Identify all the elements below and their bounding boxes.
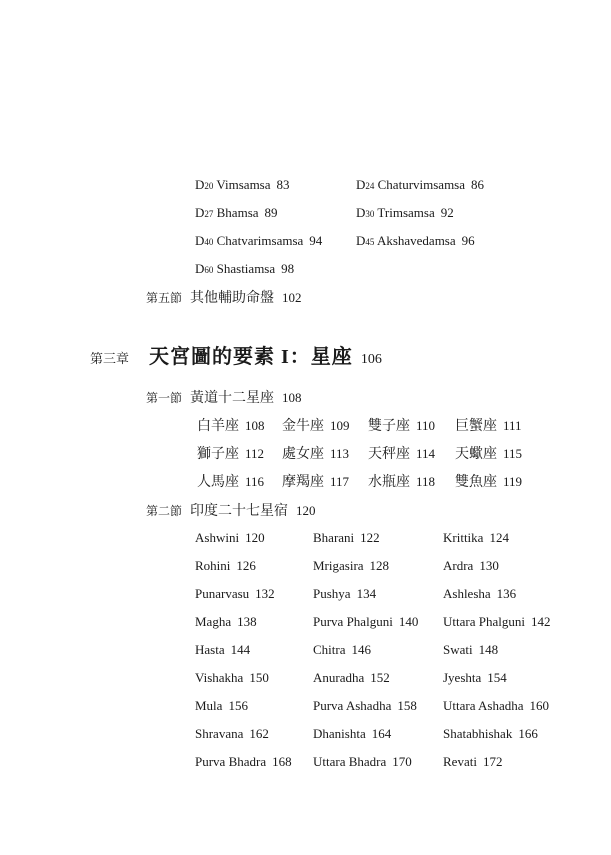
nakshatra-item[interactable] — [443, 531, 509, 544]
nakshatra-name: Dhanishta — [313, 726, 366, 741]
nakshatra-item[interactable] — [195, 727, 269, 740]
nakshatra-item[interactable] — [443, 727, 538, 740]
nakshatra-name: Rohini — [195, 558, 231, 573]
zodiac-page: 109 — [330, 418, 350, 433]
toc-section-2[interactable] — [146, 503, 316, 519]
nakshatra-name: Purva Bhadra — [195, 754, 267, 769]
nakshatra-item[interactable] — [313, 671, 390, 684]
entry-prefix: D — [195, 233, 205, 248]
zodiac-page: 117 — [330, 474, 350, 489]
toc-entry-d27[interactable] — [195, 206, 278, 219]
nakshatra-page: 130 — [479, 558, 499, 573]
nakshatra-name: Punarvasu — [195, 586, 250, 601]
entry-prefix: D — [195, 261, 205, 276]
nakshatra-page: 162 — [249, 726, 269, 741]
chapter-title: 天宮圖的要素 I：星座 — [149, 346, 353, 368]
toc-section-1[interactable] — [146, 390, 302, 406]
nakshatra-page: 146 — [351, 642, 371, 657]
zodiac-name: 金牛座 — [282, 419, 324, 434]
zodiac-item[interactable] — [368, 474, 435, 490]
nakshatra-page: 160 — [529, 698, 550, 713]
nakshatra-name: Purva Ashadha — [313, 698, 392, 713]
nakshatra-item[interactable] — [195, 615, 257, 628]
nakshatra-name: Pushya — [313, 586, 351, 601]
zodiac-item[interactable] — [197, 418, 265, 434]
zodiac-page: 118 — [416, 474, 436, 489]
nakshatra-page: 152 — [370, 670, 390, 685]
zodiac-item[interactable] — [455, 446, 522, 462]
entry-name: Shastiamsa — [216, 261, 276, 276]
zodiac-item[interactable] — [197, 474, 264, 490]
zodiac-item[interactable] — [368, 418, 435, 434]
entry-subscript: 40 — [204, 237, 214, 247]
nakshatra-name: Ashlesha — [443, 586, 491, 601]
zodiac-name: 獅子座 — [197, 447, 239, 462]
nakshatra-page: 142 — [530, 614, 551, 629]
entry-page: 83 — [276, 177, 290, 192]
nakshatra-name: Shravana — [195, 726, 244, 741]
nakshatra-item[interactable] — [443, 587, 516, 600]
nakshatra-item[interactable] — [195, 531, 265, 544]
entry-name: Akshavedamsa — [376, 233, 456, 248]
toc-chapter-3[interactable] — [90, 347, 382, 367]
entry-page: 94 — [309, 233, 323, 248]
nakshatra-item[interactable] — [313, 587, 376, 600]
entry-prefix: D — [356, 233, 366, 248]
zodiac-item[interactable] — [455, 418, 522, 434]
entry-name: Trimsamsa — [377, 205, 435, 220]
entry-name: Vimsamsa — [216, 177, 271, 192]
zodiac-page: 115 — [503, 446, 523, 461]
nakshatra-name: Uttara Ashadha — [443, 698, 524, 713]
nakshatra-page: 136 — [496, 586, 517, 601]
entry-prefix: D — [356, 205, 366, 220]
toc-entry-d60[interactable] — [195, 262, 294, 275]
nakshatra-page: 120 — [245, 530, 265, 545]
zodiac-item[interactable] — [282, 446, 349, 462]
zodiac-page: 108 — [245, 418, 265, 433]
toc-entry-d45[interactable] — [356, 234, 475, 247]
zodiac-item[interactable] — [368, 446, 435, 462]
entry-subscript: 45 — [365, 237, 375, 247]
section-title: 其他輔助命盤 — [190, 291, 275, 306]
entry-subscript: 30 — [365, 209, 375, 219]
zodiac-name: 白羊座 — [197, 419, 239, 434]
zodiac-name: 天秤座 — [368, 447, 410, 462]
nakshatra-page: 128 — [369, 558, 390, 573]
nakshatra-page: 122 — [360, 530, 380, 545]
nakshatra-item[interactable] — [443, 671, 507, 684]
nakshatra-item[interactable] — [195, 699, 248, 712]
entry-name: Chatvarimsamsa — [216, 233, 304, 248]
nakshatra-name: Magha — [195, 614, 232, 629]
nakshatra-name: Swati — [443, 642, 473, 657]
entry-prefix: D — [195, 205, 205, 220]
section-page: 120 — [296, 503, 316, 518]
nakshatra-name: Uttara Bhadra — [313, 754, 387, 769]
chapter-page: 106 — [360, 352, 382, 367]
entry-page: 98 — [281, 261, 295, 276]
nakshatra-page: 164 — [371, 726, 392, 741]
entry-name: Chaturvimsamsa — [377, 177, 466, 192]
entry-page: 86 — [471, 177, 485, 192]
section-title: 印度二十七星宿 — [190, 504, 289, 519]
nakshatra-item[interactable] — [443, 755, 502, 768]
toc-entry-d30[interactable] — [356, 206, 454, 219]
entry-page: 89 — [264, 205, 278, 220]
nakshatra-page: 150 — [249, 670, 269, 685]
nakshatra-item[interactable] — [195, 671, 269, 684]
entry-subscript: 24 — [365, 181, 375, 191]
nakshatra-name: Ardra — [443, 558, 474, 573]
nakshatra-item[interactable] — [195, 587, 275, 600]
chapter-label: 第三章 — [90, 351, 130, 366]
zodiac-page: 116 — [245, 474, 265, 489]
nakshatra-item[interactable] — [443, 615, 550, 628]
nakshatra-name: Shatabhishak — [443, 726, 513, 741]
section-label: 第一節 — [146, 391, 183, 405]
zodiac-name: 處女座 — [282, 447, 324, 462]
nakshatra-item[interactable] — [313, 531, 380, 544]
nakshatra-item[interactable] — [443, 559, 499, 572]
zodiac-item[interactable] — [282, 418, 350, 434]
nakshatra-name: Jyeshta — [443, 670, 482, 685]
nakshatra-name: Hasta — [195, 642, 225, 657]
zodiac-name: 巨蟹座 — [455, 419, 497, 434]
zodiac-name: 雙子座 — [368, 419, 410, 434]
zodiac-page: 114 — [416, 446, 436, 461]
nakshatra-page: 144 — [230, 642, 251, 657]
zodiac-page: 119 — [503, 474, 523, 489]
toc-entry-d40[interactable] — [195, 234, 322, 247]
nakshatra-item[interactable] — [313, 727, 391, 740]
nakshatra-page: 168 — [272, 754, 292, 769]
section-label: 第二節 — [146, 504, 183, 518]
zodiac-item[interactable] — [455, 474, 522, 490]
section-title: 黃道十二星座 — [190, 391, 275, 406]
nakshatra-name: Bharani — [313, 530, 355, 545]
section-page: 108 — [282, 390, 302, 405]
nakshatra-page: 126 — [236, 558, 256, 573]
nakshatra-item[interactable] — [195, 559, 256, 572]
nakshatra-page: 148 — [478, 642, 499, 657]
nakshatra-page: 154 — [487, 670, 507, 685]
nakshatra-page: 124 — [489, 530, 509, 545]
toc-entry-d20[interactable] — [195, 178, 290, 191]
entry-page: 96 — [461, 233, 475, 248]
entry-prefix: D — [195, 177, 205, 192]
nakshatra-name: Krittika — [443, 530, 484, 545]
entry-subscript: 60 — [204, 265, 214, 275]
entry-subscript: 27 — [204, 209, 214, 219]
nakshatra-item[interactable] — [313, 559, 389, 572]
section-page: 102 — [282, 290, 302, 305]
entry-subscript: 20 — [204, 181, 214, 191]
nakshatra-item[interactable] — [443, 643, 498, 656]
nakshatra-item[interactable] — [443, 699, 549, 712]
nakshatra-page: 156 — [228, 698, 248, 713]
zodiac-name: 水瓶座 — [368, 475, 410, 490]
nakshatra-name: Revati — [443, 754, 477, 769]
zodiac-page: 110 — [416, 418, 436, 433]
zodiac-name: 天蠍座 — [455, 447, 497, 462]
toc-entry-d24[interactable] — [356, 178, 484, 191]
entry-page: 92 — [440, 205, 454, 220]
nakshatra-page: 132 — [255, 586, 275, 601]
zodiac-page: 113 — [330, 446, 350, 461]
nakshatra-name: Mula — [195, 698, 223, 713]
nakshatra-name: Ashwini — [195, 530, 240, 545]
zodiac-name: 人馬座 — [197, 475, 239, 490]
nakshatra-item[interactable] — [313, 643, 371, 656]
zodiac-item[interactable] — [282, 474, 349, 490]
nakshatra-item[interactable] — [313, 615, 418, 628]
nakshatra-page: 172 — [482, 754, 503, 769]
nakshatra-page: 134 — [356, 586, 377, 601]
entry-prefix: D — [356, 177, 366, 192]
nakshatra-page: 170 — [392, 754, 412, 769]
zodiac-name: 摩羯座 — [282, 475, 324, 490]
nakshatra-name: Vishakha — [195, 670, 244, 685]
zodiac-page: 112 — [245, 446, 265, 461]
section-label: 第五節 — [146, 291, 183, 305]
zodiac-page: 111 — [503, 418, 522, 433]
entry-name: Bhamsa — [216, 205, 259, 220]
nakshatra-page: 138 — [237, 614, 257, 629]
nakshatra-name: Uttara Phalguni — [443, 614, 525, 629]
nakshatra-name: Mrigasira — [313, 558, 364, 573]
nakshatra-item[interactable] — [313, 755, 412, 768]
zodiac-name: 雙魚座 — [455, 475, 497, 490]
nakshatra-page: 140 — [398, 614, 419, 629]
nakshatra-item[interactable] — [195, 755, 292, 768]
nakshatra-page: 158 — [397, 698, 417, 713]
nakshatra-name: Anuradha — [313, 670, 365, 685]
nakshatra-item[interactable] — [195, 643, 250, 656]
nakshatra-name: Chitra — [313, 642, 346, 657]
nakshatra-name: Purva Phalguni — [313, 614, 393, 629]
nakshatra-item[interactable] — [313, 699, 417, 712]
nakshatra-page: 166 — [518, 726, 538, 741]
zodiac-item[interactable] — [197, 446, 264, 462]
toc-section-5[interactable] — [146, 290, 302, 306]
